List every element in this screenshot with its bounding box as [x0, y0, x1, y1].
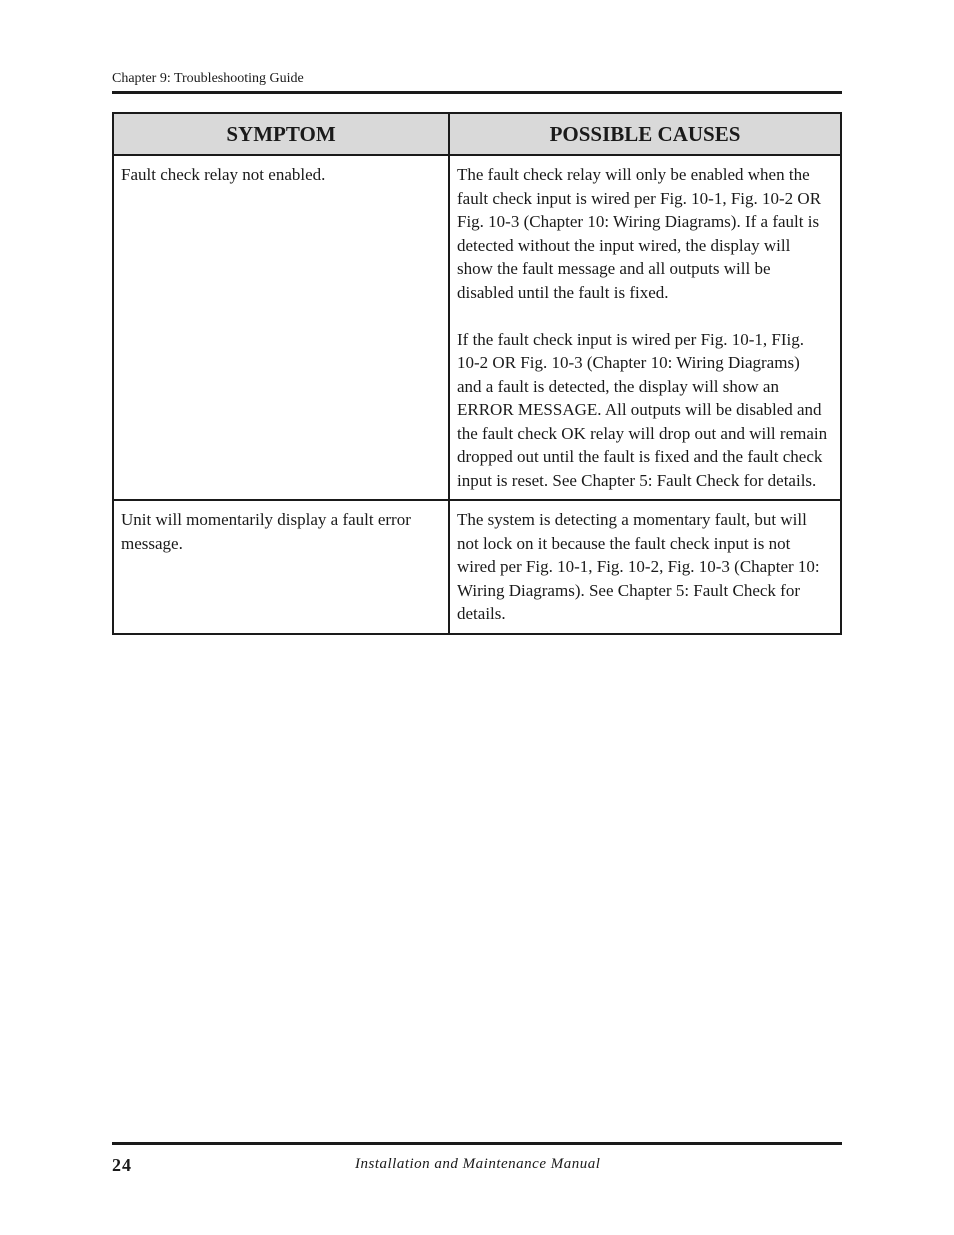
- troubleshooting-table: [112, 112, 842, 635]
- footer-rule: [112, 1142, 842, 1145]
- running-head: Chapter 9: Troubleshooting Guide: [112, 71, 304, 86]
- symptom-cell: Unit will momentarily display a fault error message.: [113, 500, 449, 634]
- header-rule: [112, 91, 842, 94]
- causes-cell: [449, 155, 841, 500]
- cause-paragraph: The fault check relay will only be enabled when the fault check input is wired per Fig. 10-1, Fig. 10-2 OR Fig. 10-3 (Chapter 10: Wiring Diagrams). If a fault is detected without the input wired, the display will show the fault message and all outputs will be disabled until the fault is fixed.: [457, 165, 822, 302]
- causes-cell: [449, 500, 841, 634]
- table-row: [113, 155, 841, 500]
- cause-paragraph: The system is detecting a momentary fault, but will not lock on it because the fault check input is not wired per Fig. 10-1, Fig. 10-2, Fig. 10-3 (Chapter 10: Wiring Diagrams). See Chapter 5: Fault Check for details.: [457, 510, 820, 623]
- page-number: 24: [112, 1155, 132, 1175]
- symptom-cell: Fault check relay not enabled.: [113, 155, 449, 500]
- table-row: [113, 500, 841, 634]
- manual-title: Installation and Maintenance Manual: [355, 1156, 601, 1172]
- cause-paragraph: If the fault check input is wired per Fig. 10-1, FIig. 10-2 OR Fig. 10-3 (Chapter 10: Wiring Diagrams) and a fault is detected, the display will show an ERROR MESSAGE. All outputs will be disabled and the fault check OK relay will drop out and will remain dropped out until the fault is fixed and the fault check input is reset. See Chapter 5: Fault Check for details.: [457, 329, 828, 490]
- column-header-possible-causes: POSSIBLE CAUSES: [449, 113, 841, 155]
- column-header-symptom: SYMPTOM: [113, 113, 449, 155]
- table-header-row: [113, 113, 841, 155]
